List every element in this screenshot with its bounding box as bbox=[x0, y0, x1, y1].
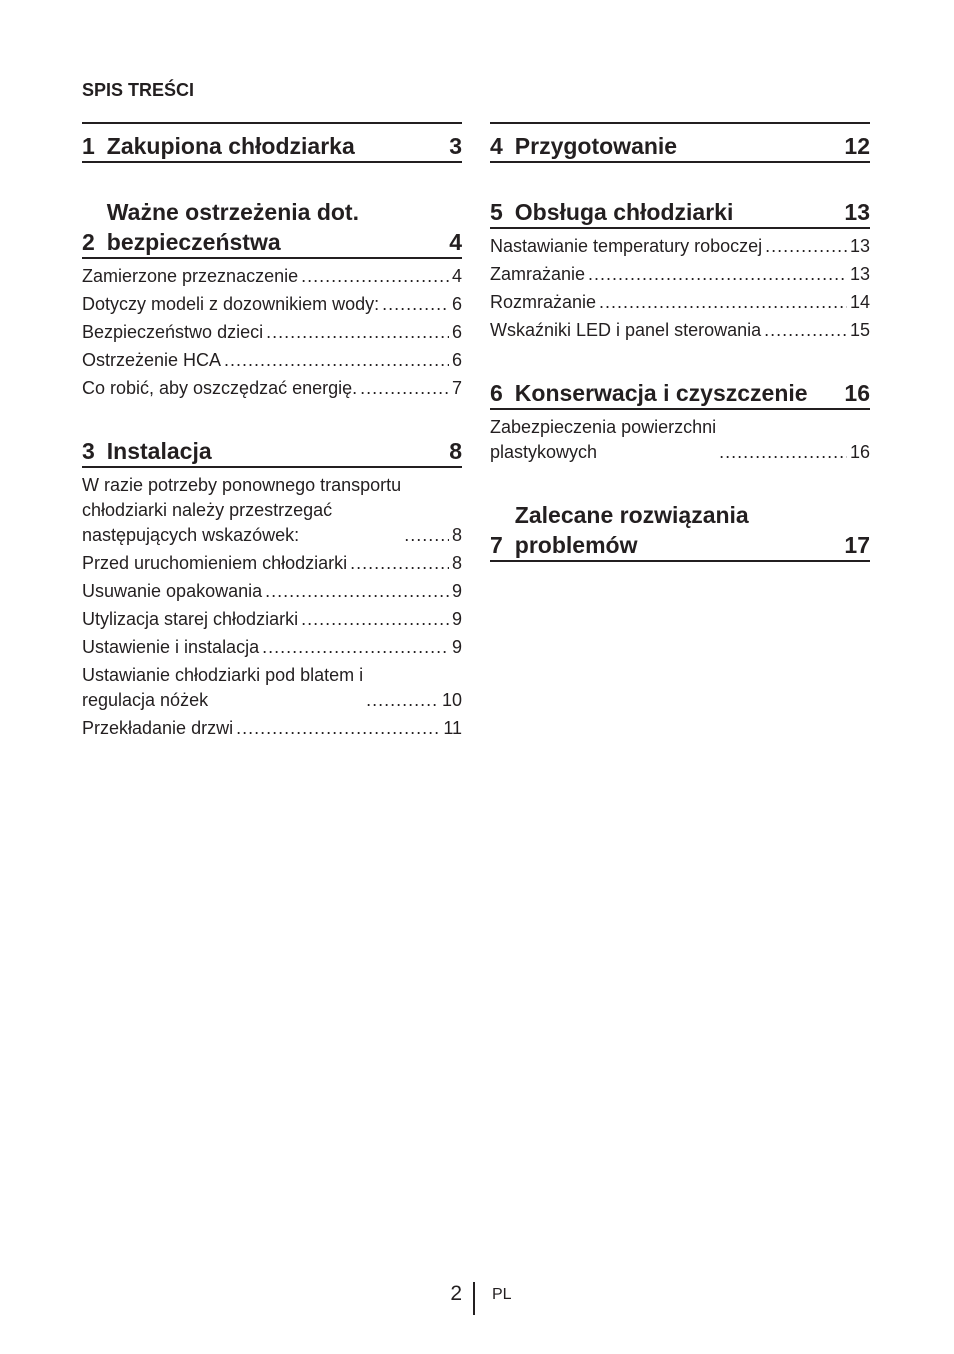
section-number: 7 bbox=[490, 532, 503, 558]
toc-entry-page: 8 bbox=[451, 552, 462, 573]
toc-section bbox=[490, 493, 870, 562]
toc-entry[interactable] bbox=[82, 661, 462, 714]
dot-leader bbox=[404, 523, 449, 548]
section-title: Przygotowanie bbox=[514, 133, 678, 159]
toc-section bbox=[82, 122, 462, 163]
section-page: 4 bbox=[449, 229, 462, 255]
toc-entry-label: Rozmrażanie bbox=[490, 291, 597, 312]
toc-entry-label: Ustawienie i instalacja bbox=[82, 636, 260, 657]
toc-entry[interactable] bbox=[82, 262, 462, 290]
section-title: Konserwacja i czyszczenie bbox=[514, 380, 808, 406]
page-title: SPIS TREŚCI bbox=[82, 80, 195, 100]
page-number: 2 bbox=[450, 1282, 462, 1305]
toc-section-heading[interactable] bbox=[490, 190, 870, 229]
toc-section-heading[interactable] bbox=[82, 122, 462, 163]
toc-section bbox=[490, 190, 870, 344]
toc-entry[interactable] bbox=[490, 288, 870, 316]
toc-entry[interactable] bbox=[82, 290, 462, 318]
dot-leader bbox=[765, 234, 847, 259]
dot-leader bbox=[301, 607, 449, 632]
toc-entry-label: W razie potrzeby ponownego transportu chłodziarki należy przestrzegać następujących wskazówek: bbox=[82, 474, 402, 545]
dot-leader bbox=[265, 579, 449, 604]
section-number: 5 bbox=[490, 199, 503, 225]
toc-entry[interactable] bbox=[82, 346, 462, 374]
section-number: 6 bbox=[490, 380, 503, 406]
toc-entry-page: 10 bbox=[441, 689, 462, 710]
toc-entry[interactable] bbox=[82, 318, 462, 346]
section-title: Obsługa chłodziarki bbox=[514, 199, 734, 225]
toc-entry[interactable] bbox=[82, 605, 462, 633]
toc-entry-page: 4 bbox=[451, 265, 462, 286]
toc-entry[interactable] bbox=[490, 316, 870, 344]
toc-entry[interactable] bbox=[82, 633, 462, 661]
toc-entry-label: Usuwanie opakowania bbox=[82, 580, 263, 601]
toc-entry-page: 9 bbox=[451, 636, 462, 657]
toc-entry-page: 9 bbox=[451, 608, 462, 629]
section-page: 13 bbox=[844, 199, 870, 225]
section-page: 12 bbox=[844, 133, 870, 159]
toc-entry-label: Zamrażanie bbox=[490, 263, 586, 284]
dot-leader bbox=[350, 551, 449, 576]
toc-entry[interactable] bbox=[490, 413, 870, 466]
toc-entry-label: Zabezpieczenia powierzchni plastykowych bbox=[490, 416, 717, 462]
toc-entry-page: 6 bbox=[451, 321, 462, 342]
footer-divider bbox=[473, 1282, 475, 1315]
section-page: 8 bbox=[449, 438, 462, 464]
toc-entry-page: 13 bbox=[849, 235, 870, 256]
toc-entry-label: Ustawianie chłodziarki pod blatem i regulacja nóżek bbox=[82, 664, 364, 710]
toc-entry-label: Nastawianie temperatury roboczej bbox=[490, 235, 763, 256]
toc-entry-page: 8 bbox=[451, 524, 462, 545]
toc-entry-label: Ostrzeżenie HCA bbox=[82, 349, 222, 370]
toc-entry-page: 16 bbox=[849, 441, 870, 462]
dot-leader bbox=[266, 320, 449, 345]
dot-leader bbox=[236, 716, 440, 741]
dot-leader bbox=[262, 635, 449, 660]
toc-entry-label: Zamierzone przeznaczenie bbox=[82, 265, 299, 286]
toc-section-heading[interactable] bbox=[490, 122, 870, 163]
section-page: 3 bbox=[449, 133, 462, 159]
toc-entry-label: Bezpieczeństwo dzieci bbox=[82, 321, 264, 342]
language-code: PL bbox=[492, 1286, 512, 1303]
toc-entry-page: 13 bbox=[849, 263, 870, 284]
dot-leader bbox=[764, 318, 847, 343]
toc-entry-page: 7 bbox=[451, 377, 462, 398]
toc-section-heading[interactable] bbox=[82, 429, 462, 468]
toc-entry[interactable] bbox=[82, 374, 462, 402]
toc-entry[interactable] bbox=[82, 549, 462, 577]
dot-leader bbox=[588, 262, 847, 287]
toc-section-heading[interactable] bbox=[490, 493, 870, 562]
section-number: 3 bbox=[82, 438, 95, 464]
toc-entry[interactable] bbox=[82, 714, 462, 742]
toc-entries bbox=[82, 259, 462, 402]
toc-entry-page: 14 bbox=[849, 291, 870, 312]
section-number: 2 bbox=[82, 229, 95, 255]
section-title: Ważne ostrzeżenia dot. bezpieczeństwa bbox=[106, 199, 359, 255]
toc-entry-label: Utylizacja starej chłodziarki bbox=[82, 608, 299, 629]
section-page: 17 bbox=[844, 532, 870, 558]
toc-entry[interactable] bbox=[82, 577, 462, 605]
toc-entry-label: Wskaźniki LED i panel sterowania bbox=[490, 319, 762, 340]
toc-entry-label: Przekładanie drzwi bbox=[82, 717, 234, 738]
toc-entry[interactable] bbox=[490, 260, 870, 288]
toc-section bbox=[490, 122, 870, 163]
toc-entry[interactable] bbox=[490, 232, 870, 260]
toc-section bbox=[490, 371, 870, 466]
toc-section bbox=[82, 429, 462, 742]
section-number: 1 bbox=[82, 133, 95, 159]
section-title: Instalacja bbox=[106, 438, 212, 464]
toc-entry-page: 6 bbox=[451, 293, 462, 314]
toc-entries bbox=[490, 229, 870, 344]
toc-entry-label: Co robić, aby oszczędzać energię. bbox=[82, 377, 358, 398]
toc-entries bbox=[490, 410, 870, 466]
toc-entry[interactable] bbox=[82, 471, 462, 549]
toc-entry-page: 9 bbox=[451, 580, 462, 601]
section-title: Zalecane rozwiązania problemów bbox=[514, 502, 749, 558]
toc-section bbox=[82, 190, 462, 402]
dot-leader bbox=[719, 440, 847, 465]
dot-leader bbox=[224, 348, 449, 373]
toc-right-column bbox=[490, 122, 870, 589]
toc-entry-label: Dotyczy modeli z dozownikiem wody: bbox=[82, 293, 380, 314]
section-title: Zakupiona chłodziarka bbox=[106, 133, 355, 159]
dot-leader bbox=[301, 264, 449, 289]
dot-leader bbox=[366, 688, 439, 713]
dot-leader bbox=[382, 292, 449, 317]
toc-entry-page: 15 bbox=[849, 319, 870, 340]
toc-entry-page: 6 bbox=[451, 349, 462, 370]
section-page: 16 bbox=[844, 380, 870, 406]
dot-leader bbox=[599, 290, 847, 315]
toc-entries bbox=[82, 468, 462, 742]
toc-left-column bbox=[82, 122, 462, 769]
toc-entry-page: 11 bbox=[443, 717, 462, 738]
toc-entry-label: Przed uruchomieniem chłodziarki bbox=[82, 552, 348, 573]
dot-leader bbox=[360, 376, 449, 401]
toc-section-heading[interactable] bbox=[82, 190, 462, 259]
toc-section-heading[interactable] bbox=[490, 371, 870, 410]
section-number: 4 bbox=[490, 133, 503, 159]
